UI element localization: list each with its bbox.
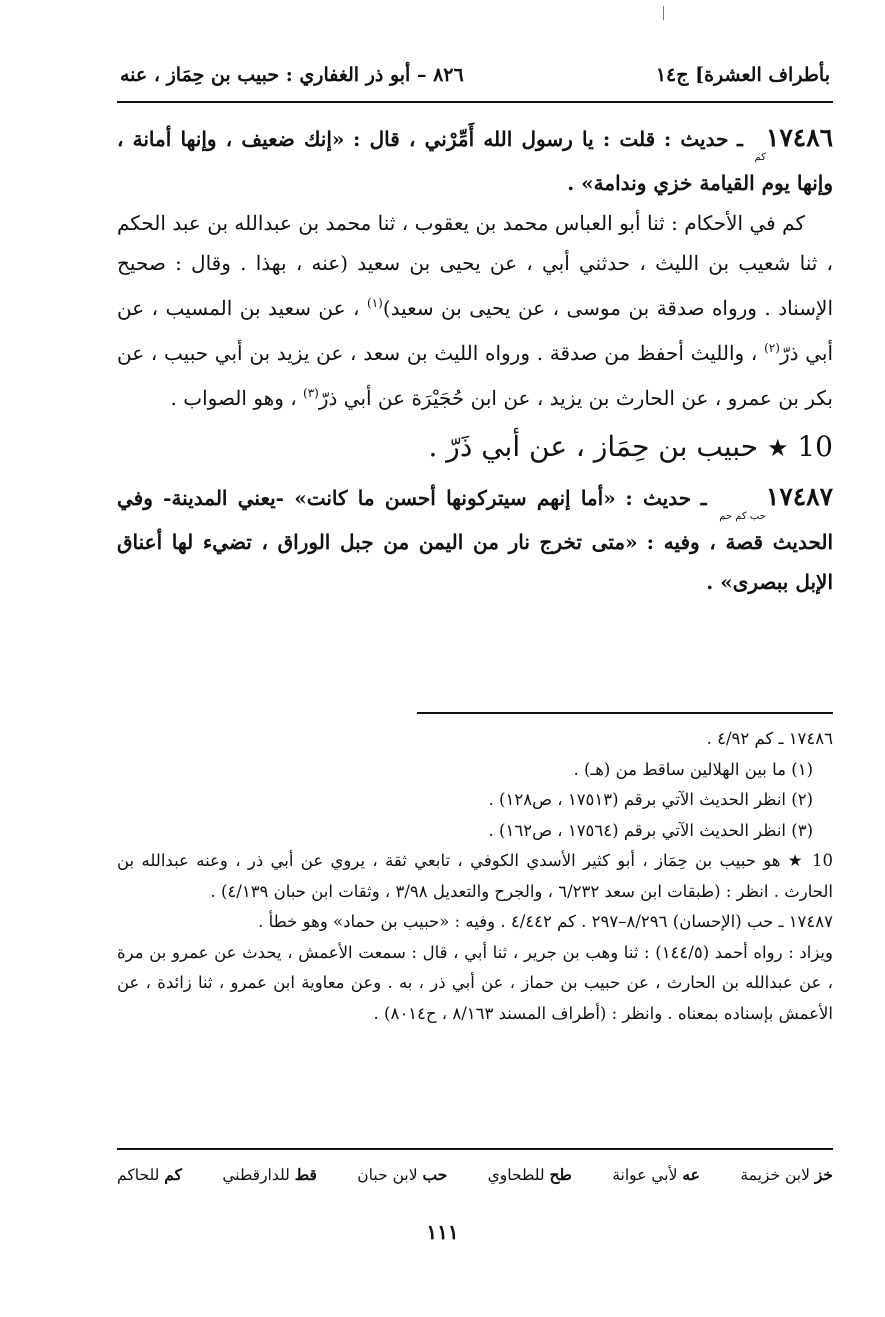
section-heading	[117, 418, 833, 477]
legend-name: لابن خزيمة	[740, 1166, 810, 1184]
legend-item	[117, 1160, 182, 1190]
legend-item	[357, 1160, 447, 1190]
footnote-line: ١٧٤٨٧ ـ حب (الإحسان) ٨/٢٩٦–٢٩٧ . كم ٤/٤٤٢ . وفيه : «حبيب بن حماد» وهو خطأ .	[258, 912, 833, 931]
footnote-line: (١) ما بين الهلالين ساقط من (هـ) .	[573, 759, 813, 779]
legend-abbr: خز	[814, 1165, 833, 1184]
section-title: حبيب بن حِمَاز ، عن أبي ذَرّ .	[428, 430, 759, 463]
legend-abbr: قط	[294, 1165, 317, 1184]
footnote-ref-2[interactable]: (٢)	[764, 341, 780, 355]
footnote-line: ١٧٤٨٦ ـ كم ٤/٩٢ .	[706, 729, 833, 748]
legend-rule	[117, 1148, 833, 1150]
abbreviation-legend	[117, 1160, 833, 1190]
hadith-17487	[117, 477, 833, 602]
legend-item	[740, 1160, 833, 1190]
footnote-line: ويزاد : رواه أحمد (١٤٤/٥) : ثنا وهب بن جرير ، ثنا أبي ، قال : سمعت الأعمش ، يحدث عن عمرو بن مرة ، عن عبدالله بن الحارث ، عن حبيب بن حماز ، عن أبي ذر ، به . وعن معاوية ابن عمرو ، ثنا زائدة ، عن الأعمش بإسناده بمعناه . وانظر : (أطراف المسند ٨/١٦٣ ، ح٨٠١٤) .	[117, 942, 833, 1023]
header-right-title: بأطراف العشرة] ج١٤	[655, 64, 830, 86]
legend-name: للدارقطني	[222, 1166, 290, 1184]
section-number: 10	[797, 430, 833, 463]
legend-item	[488, 1160, 572, 1190]
footnotes	[117, 724, 833, 1029]
legend-item	[612, 1160, 700, 1190]
hadith-dash: ـ	[700, 486, 707, 510]
hadith-matn-1: «أما إنهم سيتركونها أحسن ما كانت» -يعني المدينة- وفي الحديث قصة ، وفيه :	[117, 486, 834, 554]
source-text-3: ، والليث أحفظ من صدقة . ورواه الليث بن سعد ، عن يزيد بن أبي حبيب ، عن بكر بن عمرو ، عن الحارث بن يزيد ، عن ابن حُجَيْرَة عن أبي ذرّ	[117, 341, 833, 410]
legend-item	[222, 1160, 317, 1190]
hadith-number: ١٧٤٨٧	[765, 482, 834, 511]
legend-abbr: طح	[549, 1165, 572, 1184]
page-number: ١١١	[426, 1220, 459, 1244]
legend-name: لابن حبان	[357, 1166, 418, 1184]
hadith-number: ١٧٤٨٦	[765, 123, 834, 152]
hadith-sigla: كم	[754, 152, 766, 163]
footnote-ref-3[interactable]: (٣)	[303, 386, 319, 400]
source-text-4: ، وهو الصواب .	[170, 386, 297, 410]
footnote-line: 10 ★ هو حبيب بن حِمَاز ، أبو كثير الأسدي الكوفي ، تابعي ثقة ، يروي عن أبي ذر ، وعنه عبدالله بن الحارث . انظر : (طبقات ابن سعد ٦/٢٣٢ ، والجرح والتعديل ٣/٩٨ ، وثقات ابن حبان ٤/١٣٩) .	[117, 851, 833, 901]
header-left-title: ٨٢٦ – أبو ذر الغفاري : حبيب بن حِمَاز ، عنه	[120, 64, 464, 86]
hadith-label: حديث :	[625, 486, 692, 510]
hadith-17486	[117, 118, 833, 203]
source-text-2: ، عن سعيد بن المسيب ، عن أبي ذرّ	[117, 296, 834, 365]
source-paragraph	[117, 203, 833, 418]
hadith-matn-2: «متى تخرج نار من اليمن من جبل الوراق ، تضيء لها أعناق الإبل ببصرى» .	[117, 530, 833, 594]
hadith-question: قلت : يا رسول الله أَمِّرْني ، قال :	[353, 127, 656, 151]
legend-abbr: حب	[422, 1165, 448, 1184]
footnote-line: (٢) انظر الحديث الآتي برقم (١٧٥١٣ ، ص١٢٨) .	[488, 790, 813, 809]
legend-name: لأبي عوانة	[612, 1166, 678, 1184]
main-text	[117, 118, 833, 602]
hadith-sigla: حب كم حم	[719, 511, 766, 522]
footnote-rule	[417, 712, 833, 714]
legend-abbr: كم	[164, 1165, 182, 1184]
footnote-ref-1[interactable]: (١)	[367, 296, 383, 310]
legend-name: للحاكم	[117, 1166, 160, 1184]
crop-mark	[663, 6, 664, 20]
legend-name: للطحاوي	[487, 1166, 545, 1184]
hadith-dash: ـ	[737, 127, 743, 151]
hadith-label: حديث :	[663, 127, 729, 151]
footnote-line: (٣) انظر الحديث الآتي برقم (١٧٥٦٤ ، ص١٦٢) .	[488, 820, 813, 840]
legend-abbr: عه	[682, 1165, 700, 1184]
hadith-matn: «إنك ضعيف ، وإنها أمانة ، وإنها يوم القيامة خزي وندامة» .	[117, 127, 833, 195]
star-icon: ★	[766, 434, 789, 462]
source-text-1: كم في الأحكام : ثنا أبو العباس محمد بن يعقوب ، ثنا محمد بن عبدالله بن عبد الحكم ، ثنا شعيب بن الليث ، حدثني أبي ، عن يحيى بن سعيد (عنه ، بهذا . وقال : صحيح الإسناد . ورواه صدقة بن موسى ، عن يحيى بن سعيد)	[117, 211, 834, 320]
header-rule	[117, 101, 833, 103]
running-header	[120, 58, 830, 92]
